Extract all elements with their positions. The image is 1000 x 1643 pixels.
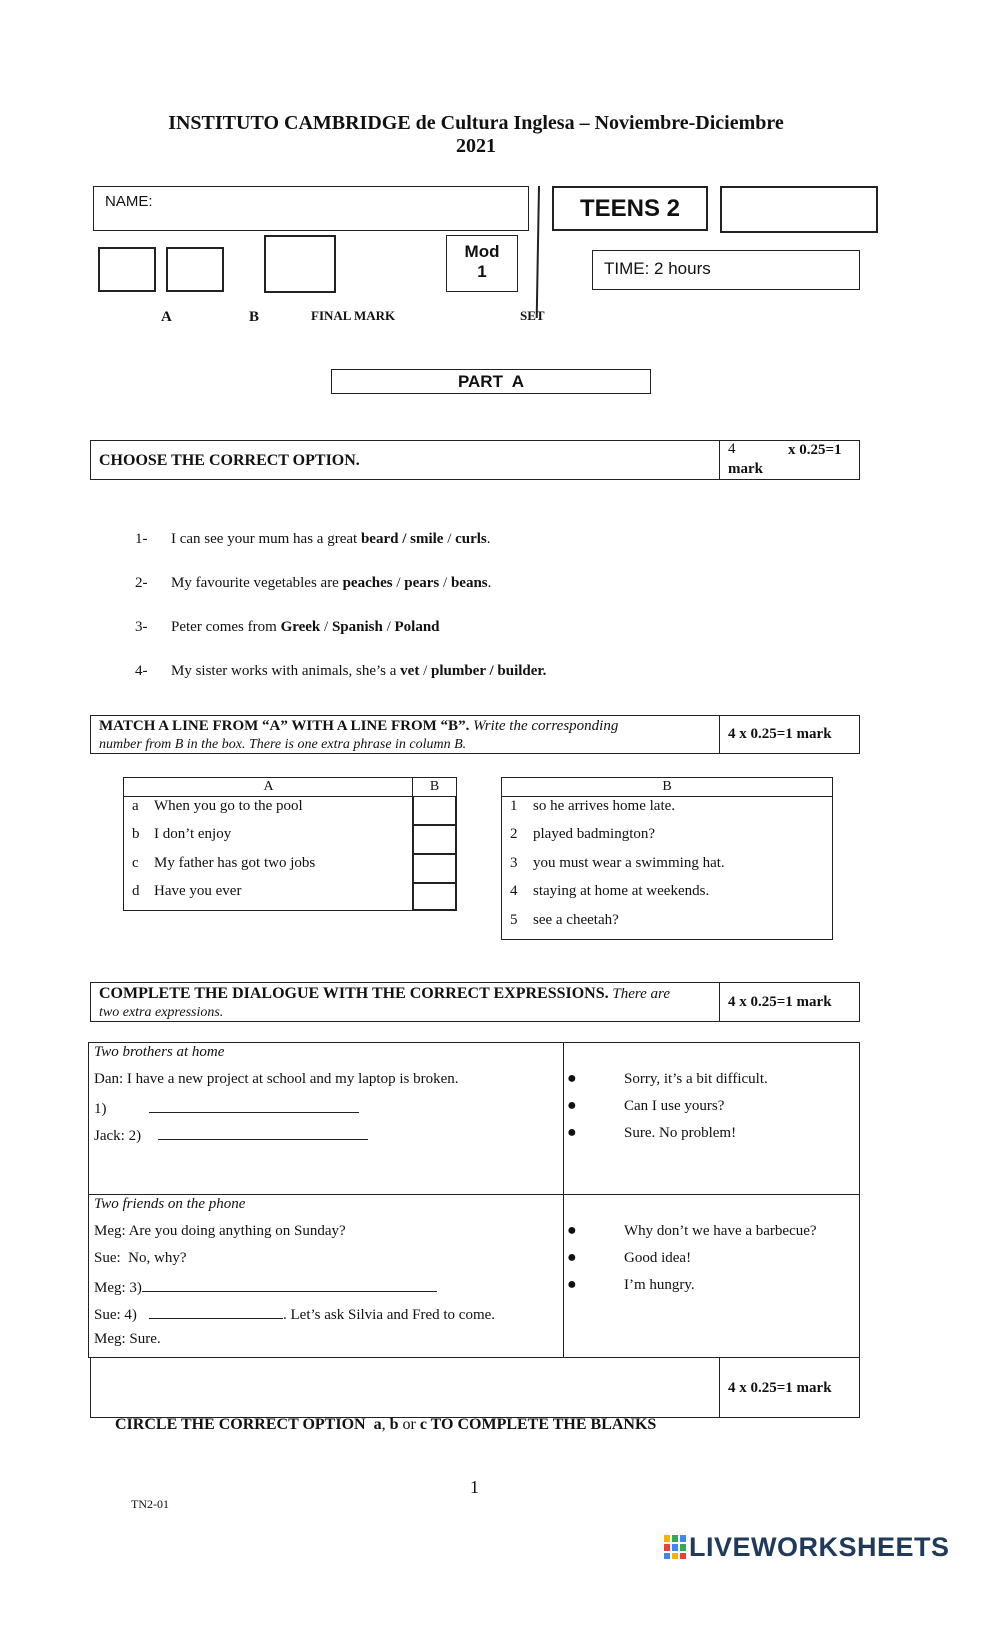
column-a-table [123, 777, 457, 911]
list-item [132, 883, 241, 900]
item-letter: b [132, 826, 140, 842]
dialogue2-line: Meg: Sure. [94, 1331, 161, 1347]
item-number: 3 [510, 855, 518, 871]
level-label: TEENS 2 [580, 195, 681, 222]
bullet-icon: ● [567, 1222, 577, 1239]
section2-instruction-a: Write the corresponding [473, 718, 619, 734]
page-number: 1 [470, 1477, 479, 1497]
liveworksheets-brand: LIVEWORKSHEETS [689, 1531, 950, 1562]
section2-header [90, 715, 860, 754]
document-code: TN2-01 [131, 1497, 169, 1511]
document-title [0, 112, 952, 158]
liveworksheets-logo[interactable] [663, 1531, 950, 1563]
item-number: 4 [510, 883, 518, 899]
column-a-header: A [263, 779, 274, 794]
column-b-answer-header: B [429, 779, 440, 794]
section4-title-option: c [419, 1416, 427, 1433]
section4-title-sep: or [398, 1416, 420, 1433]
dialogue1-option-1: Sorry, it’s a bit difficult. [624, 1071, 768, 1087]
option[interactable]: Spanish [331, 619, 383, 635]
item-number: 5 [510, 912, 518, 928]
column-b-header-rule [502, 796, 832, 797]
section1-title: CHOOSE THE CORRECT OPTION. [99, 452, 360, 469]
mod-label: Mod [464, 242, 500, 261]
list-item [510, 798, 675, 815]
section1-mark-mult: x 0.25=1 [788, 442, 842, 458]
level-box [552, 186, 708, 231]
option[interactable]: pears [404, 575, 440, 591]
section3-instruction-b: two extra expressions. [99, 1005, 224, 1020]
dialogue1-heading: Two brothers at home [94, 1044, 225, 1060]
name-box[interactable] [93, 186, 529, 231]
dialogue1-line: Dan: I have a new project at school and my laptop is broken. [94, 1071, 459, 1087]
time-box [592, 250, 860, 290]
mod-number: 1 [477, 262, 487, 281]
separator: / [382, 619, 395, 635]
column-a-header-rule [124, 796, 413, 797]
item-letter: a [132, 798, 139, 814]
item-letter: c [132, 855, 139, 871]
dialogue2-option-1: Why don’t we have a barbecue? [624, 1223, 817, 1239]
item-text: see a cheetah? [533, 912, 619, 928]
dialogue2-heading: Two friends on the phone [94, 1196, 246, 1212]
item-text: When you go to the pool [154, 798, 303, 814]
answer-blank-4[interactable] [149, 1304, 283, 1319]
blank-speaker: Meg: 3) [94, 1280, 142, 1296]
list-item [510, 855, 725, 872]
bullet-icon: ● [567, 1249, 577, 1266]
section3-title: COMPLETE THE DIALOGUE WITH THE CORRECT EXPRESSIONS. [99, 985, 609, 1002]
option[interactable]: curls [455, 531, 487, 547]
section2-instructions [99, 717, 719, 754]
question-number: 1- [135, 531, 148, 547]
answer-blank-2[interactable] [158, 1125, 368, 1140]
section4-header [90, 1357, 860, 1433]
bullet-icon: ● [567, 1124, 577, 1141]
section4-title-option: b [389, 1416, 399, 1433]
label-final-mark: FINAL MARK [311, 308, 396, 323]
question-4 [135, 663, 546, 680]
section1-mark-divider [719, 441, 720, 479]
dialogue2-option-2: Good idea! [624, 1250, 692, 1266]
punct: . [486, 531, 491, 547]
document-title-line1: INSTITUTO CAMBRIDGE de Cultura Inglesa – Noviembre-Diciembre [168, 112, 784, 134]
question-number: 3- [135, 619, 148, 635]
dialogue2-line-tail: . Let’s ask Silvia and Fred to come. [283, 1307, 496, 1323]
item-letter: d [132, 883, 140, 899]
blank-header-box[interactable] [720, 186, 878, 233]
item-text: I don’t enjoy [154, 826, 232, 842]
mark-box-a[interactable] [98, 247, 156, 292]
section4-title [99, 1398, 656, 1452]
option[interactable]: vet [400, 663, 420, 679]
list-item [510, 912, 619, 929]
final-mark-box[interactable] [264, 235, 336, 293]
dialogue2-line: Meg: Are you doing anything on Sunday? [94, 1223, 346, 1239]
dialogue2-blank-4 [94, 1304, 495, 1324]
question-number: 4- [135, 663, 148, 679]
list-item [510, 883, 709, 900]
option[interactable]: beard / smile [360, 531, 444, 547]
section1-mark-word: mark [728, 461, 763, 477]
name-label: NAME: [105, 193, 153, 210]
answer-blank-1[interactable] [149, 1098, 359, 1113]
dialogue2-line: Sue: No, why? [94, 1250, 187, 1266]
item-number: 1 [510, 798, 518, 814]
dialogue1-option-3: Sure. No problem! [624, 1125, 737, 1141]
section3-mark-divider [719, 983, 720, 1021]
section3-header [90, 982, 860, 1022]
bullet-icon: ● [567, 1276, 577, 1293]
answer-box-a[interactable] [413, 796, 456, 825]
item-text: played badmington? [533, 826, 656, 842]
list-item [132, 798, 303, 815]
column-b-table [501, 777, 833, 940]
separator: / [443, 531, 456, 547]
option[interactable]: Greek [280, 619, 321, 635]
section1-header [90, 440, 860, 480]
time-label: TIME: 2 hours [604, 259, 711, 278]
item-text: staying at home at weekends. [533, 883, 710, 899]
section4-title-text: TO COMPLETE THE BLANKS [426, 1416, 657, 1433]
section3-instructions [99, 985, 719, 1022]
item-text: you must wear a swimming hat. [533, 855, 725, 871]
question-3 [135, 619, 440, 636]
separator: / [439, 575, 451, 591]
mod-box [446, 235, 518, 292]
bullet-icon: ● [567, 1070, 577, 1087]
answer-box-b[interactable] [413, 825, 456, 854]
question-text: My favourite vegetables are [171, 575, 343, 591]
blank-speaker: Sue: 4) [94, 1307, 137, 1323]
punct: . [487, 575, 492, 591]
list-item [132, 826, 231, 843]
blank-number: 1) [94, 1101, 107, 1117]
mark-box-b[interactable] [166, 247, 224, 292]
item-number: 2 [510, 826, 518, 842]
option[interactable]: plumber / builder. [430, 663, 547, 679]
section2-title: MATCH A LINE FROM “A” WITH A LINE FROM “B”. [99, 718, 470, 734]
dialogue1-option-2: Can I use yours? [624, 1098, 725, 1114]
bullet-icon: ● [567, 1097, 577, 1114]
label-a: A [161, 309, 172, 325]
question-2 [135, 575, 491, 592]
section4-title-option: a [373, 1416, 382, 1433]
separator: / [320, 619, 332, 635]
answer-box-d[interactable] [413, 883, 456, 910]
label-b: B [249, 309, 260, 325]
section4-title-text: CIRCLE THE CORRECT OPTION [115, 1416, 374, 1433]
dialogue-vertical-rule [563, 1043, 564, 1357]
option[interactable]: beans [450, 575, 488, 591]
dialogue-table [88, 1042, 860, 1358]
part-title-box [331, 369, 651, 394]
section3-instruction-a: There are [612, 986, 670, 1002]
section4-title-sep: , [381, 1416, 390, 1433]
question-text: Peter comes from [171, 619, 281, 635]
dialogue-horizontal-rule [89, 1194, 859, 1195]
question-text: I can see your mum has a great [171, 531, 361, 547]
question-number: 2- [135, 575, 148, 591]
document-title-line2: 2021 [456, 135, 496, 157]
list-item [132, 855, 315, 872]
section4-mark-divider [719, 1358, 720, 1417]
option[interactable]: peaches [342, 575, 393, 591]
blank-speaker: Jack: 2) [94, 1128, 142, 1144]
item-text: so he arrives home late. [533, 798, 676, 814]
dialogue1-blank-2 [94, 1125, 368, 1145]
dialogue2-option-3: I’m hungry. [624, 1277, 695, 1293]
option[interactable]: Poland [394, 619, 440, 635]
dialogue2-blank-3 [94, 1277, 437, 1297]
section2-mark: 4 x 0.25=1 mark [728, 726, 832, 742]
list-item [510, 826, 655, 843]
vertical-divider [536, 186, 540, 318]
part-title: PART A [457, 372, 525, 391]
section1-mark-num: 4 [728, 441, 736, 457]
dialogue1-blank-1 [94, 1098, 359, 1118]
section4-mark: 4 x 0.25=1 mark [728, 1380, 832, 1396]
label-set: SET [520, 308, 545, 323]
item-text: My father has got two jobs [154, 855, 316, 871]
item-text: Have you ever [154, 883, 242, 899]
section2-mark-divider [719, 716, 720, 753]
column-b-header: B [662, 779, 672, 794]
answer-box-c[interactable] [413, 854, 456, 883]
section2-instruction-b: number from B in the box. There is one extra phrase in column B. [99, 737, 467, 752]
separator: / [419, 663, 431, 679]
section3-mark: 4 x 0.25=1 mark [728, 994, 832, 1010]
answer-blank-3[interactable] [142, 1277, 437, 1292]
liveworksheets-logo-icon [663, 1534, 687, 1560]
question-1 [135, 531, 491, 548]
question-text: My sister works with animals, she’s a [171, 663, 401, 679]
separator: / [392, 575, 405, 591]
